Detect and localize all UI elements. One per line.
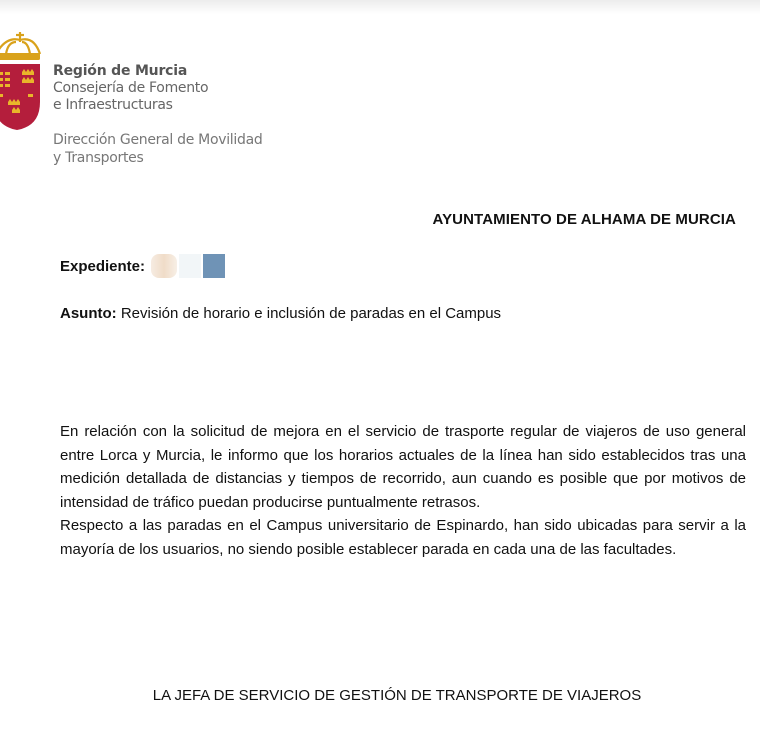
dept-line: Dirección General de Movilidad [53,132,263,148]
asunto-line [60,305,501,322]
body-paragraph: En relación con la solicitud de mejora en el servicio de trasporte regular de viajeros de uso general entre Lorca y Murcia, le informo que los horarios actuales de la línea han sido establecidos tras una medición detallada de distancias y tiempos de recorrido, aun cuando es posible que por motivos de intensidad de tráfico puedan producirse puntualmente retrasos. [60,423,746,511]
redacted-area [203,254,225,278]
body-paragraph: Respecto a las paradas en el Campus universitario de Espinardo, han sido ubicadas para servir a la mayoría de los usuarios, no siendo posible establecer parada en cada una de las facultades. [60,517,746,558]
coat-of-arms-icon [0,28,44,132]
expediente-label: Expediente: [60,257,146,275]
expediente-line [60,253,225,279]
org-line: Consejería de Fomento [53,80,209,96]
redacted-area [151,254,177,278]
org-line: e Infraestructuras [53,97,173,113]
asunto-label: Asunto: [60,305,117,322]
dept-line: y Transportes [53,150,144,166]
redacted-area [179,254,201,278]
page-edge [0,0,760,14]
org-name: Región de Murcia [53,63,188,79]
letterhead-organization [53,63,208,114]
letterhead-department [53,131,262,167]
signature-title: LA JEFA DE SERVICIO DE GESTIÓN DE TRANSPORTE DE VIAJEROS [152,687,642,704]
asunto-text: Revisión de horario e inclusión de paradas en el Campus [120,305,502,322]
letter-body [60,420,746,561]
recipient: AYUNTAMIENTO DE ALHAMA DE MURCIA [432,211,736,228]
